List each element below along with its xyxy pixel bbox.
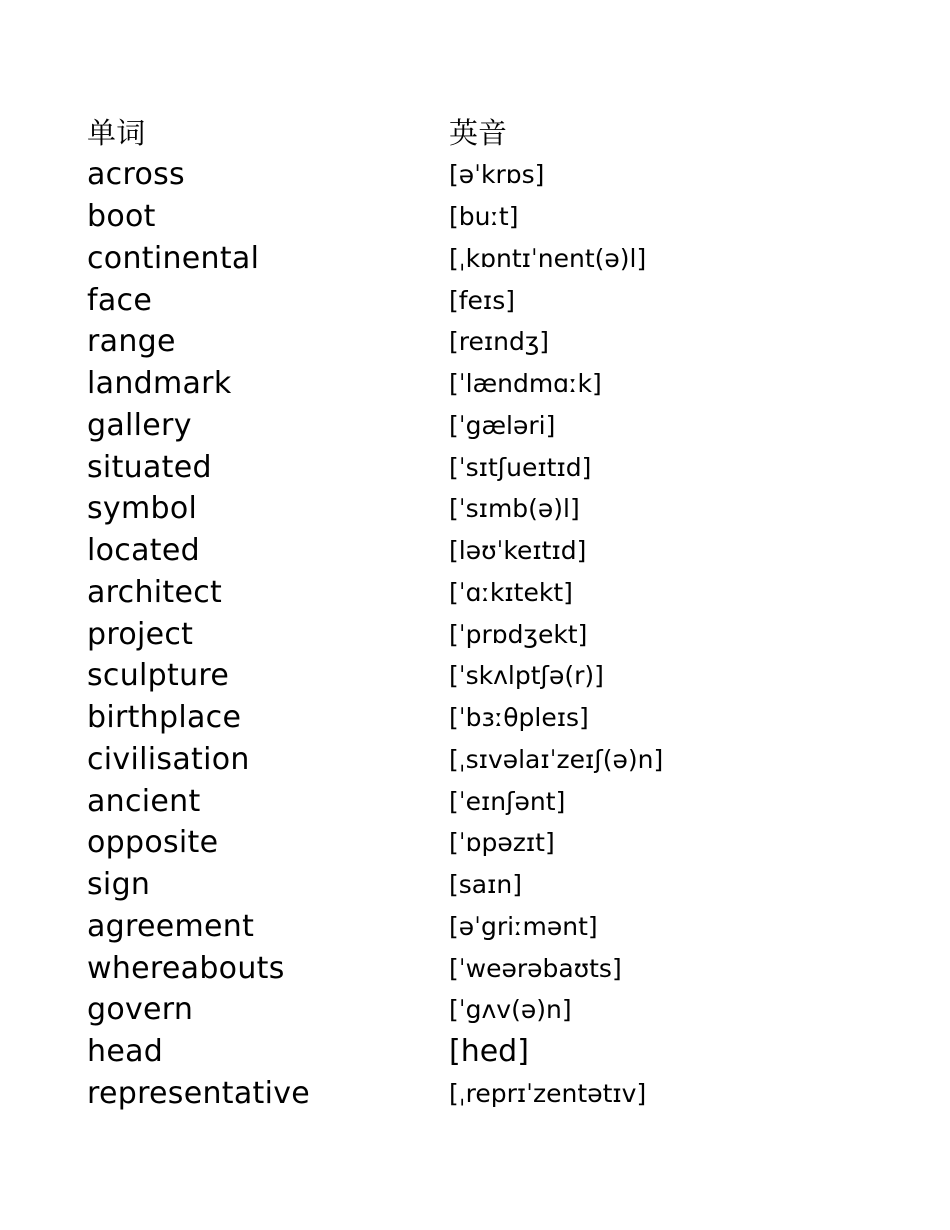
table-row [87, 989, 887, 1031]
table-row [87, 321, 887, 363]
word-cell: range [87, 324, 176, 360]
word-cell: symbol [87, 491, 198, 527]
word-cell: whereabouts [87, 950, 285, 986]
word-cell: continental [87, 240, 260, 276]
ipa-cell: [hed] [449, 1034, 529, 1070]
ipa-cell: [feɪs] [449, 285, 516, 315]
table-row [87, 613, 887, 655]
table-row [87, 405, 887, 447]
table-row [87, 697, 887, 739]
word-cell: situated [87, 449, 212, 485]
word-cell: located [87, 533, 200, 569]
word-cell: boot [87, 199, 156, 235]
table-row [87, 572, 887, 614]
table-row [87, 196, 887, 238]
word-cell: across [87, 157, 185, 193]
word-cell: face [87, 282, 153, 318]
table-row [87, 780, 887, 822]
table-row [87, 906, 887, 948]
table-row [87, 739, 887, 781]
ipa-cell: [reɪndʒ] [449, 327, 550, 357]
table-row [87, 279, 887, 321]
word-cell: landmark [87, 366, 232, 402]
table-row [87, 822, 887, 864]
ipa-cell: [ˈweərəbaʊts] [449, 953, 622, 983]
ipa-cell: [ˈsɪtʃueɪtɪd] [449, 452, 592, 482]
word-cell: gallery [87, 407, 192, 443]
table-row [87, 363, 887, 405]
word-cell: sculpture [87, 658, 230, 694]
header-word: 单词 [87, 116, 146, 150]
ipa-cell: [ˈbɜːθpleɪs] [449, 703, 589, 733]
ipa-cell: [ˈgæləri] [449, 410, 556, 440]
word-cell: project [87, 616, 194, 652]
ipa-cell: [ˈlændmɑːk] [449, 369, 602, 399]
ipa-cell: [ˌreprɪˈzentətɪv] [449, 1078, 647, 1108]
vocabulary-table [87, 113, 887, 1114]
table-row [87, 446, 887, 488]
table-row [87, 947, 887, 989]
ipa-cell: [əˈgriːmənt] [449, 911, 598, 941]
word-cell: representative [87, 1075, 311, 1111]
word-cell: head [87, 1034, 164, 1070]
table-row [87, 238, 887, 280]
table-row [87, 154, 887, 196]
ipa-cell: [buːt] [449, 202, 519, 232]
word-cell: govern [87, 992, 194, 1028]
ipa-cell: [ˌsɪvəlaɪˈzeɪʃ(ə)n] [449, 744, 664, 774]
word-cell: civilisation [87, 741, 250, 777]
ipa-cell: [ˈɒpəzɪt] [449, 828, 555, 858]
word-cell: agreement [87, 908, 255, 944]
header-ipa: 英音 [449, 116, 508, 150]
table-row [87, 488, 887, 530]
table-row [87, 530, 887, 572]
table-row [87, 1031, 887, 1073]
ipa-cell: [saɪn] [449, 870, 522, 900]
table-row [87, 864, 887, 906]
ipa-cell: [əˈkrɒs] [449, 160, 545, 190]
ipa-cell: [ˈgʌv(ə)n] [449, 995, 572, 1025]
ipa-cell: [ˈsɪmb(ə)l] [449, 494, 580, 524]
table-row [87, 655, 887, 697]
word-cell: birthplace [87, 700, 242, 736]
table-header-row [87, 113, 887, 154]
ipa-cell: [ˈprɒdʒekt] [449, 619, 588, 649]
word-cell: architect [87, 574, 223, 610]
word-cell: ancient [87, 783, 201, 819]
word-cell: sign [87, 867, 151, 903]
ipa-cell: [ləʊˈkeɪtɪd] [449, 536, 587, 566]
word-cell: opposite [87, 825, 219, 861]
ipa-cell: [ˌkɒntɪˈnent(ə)l] [449, 243, 647, 273]
ipa-cell: [ˈskʌlptʃə(r)] [449, 661, 604, 691]
table-row [87, 1073, 887, 1115]
ipa-cell: [ˈɑːkɪtekt] [449, 577, 573, 607]
ipa-cell: [ˈeɪnʃənt] [449, 786, 566, 816]
